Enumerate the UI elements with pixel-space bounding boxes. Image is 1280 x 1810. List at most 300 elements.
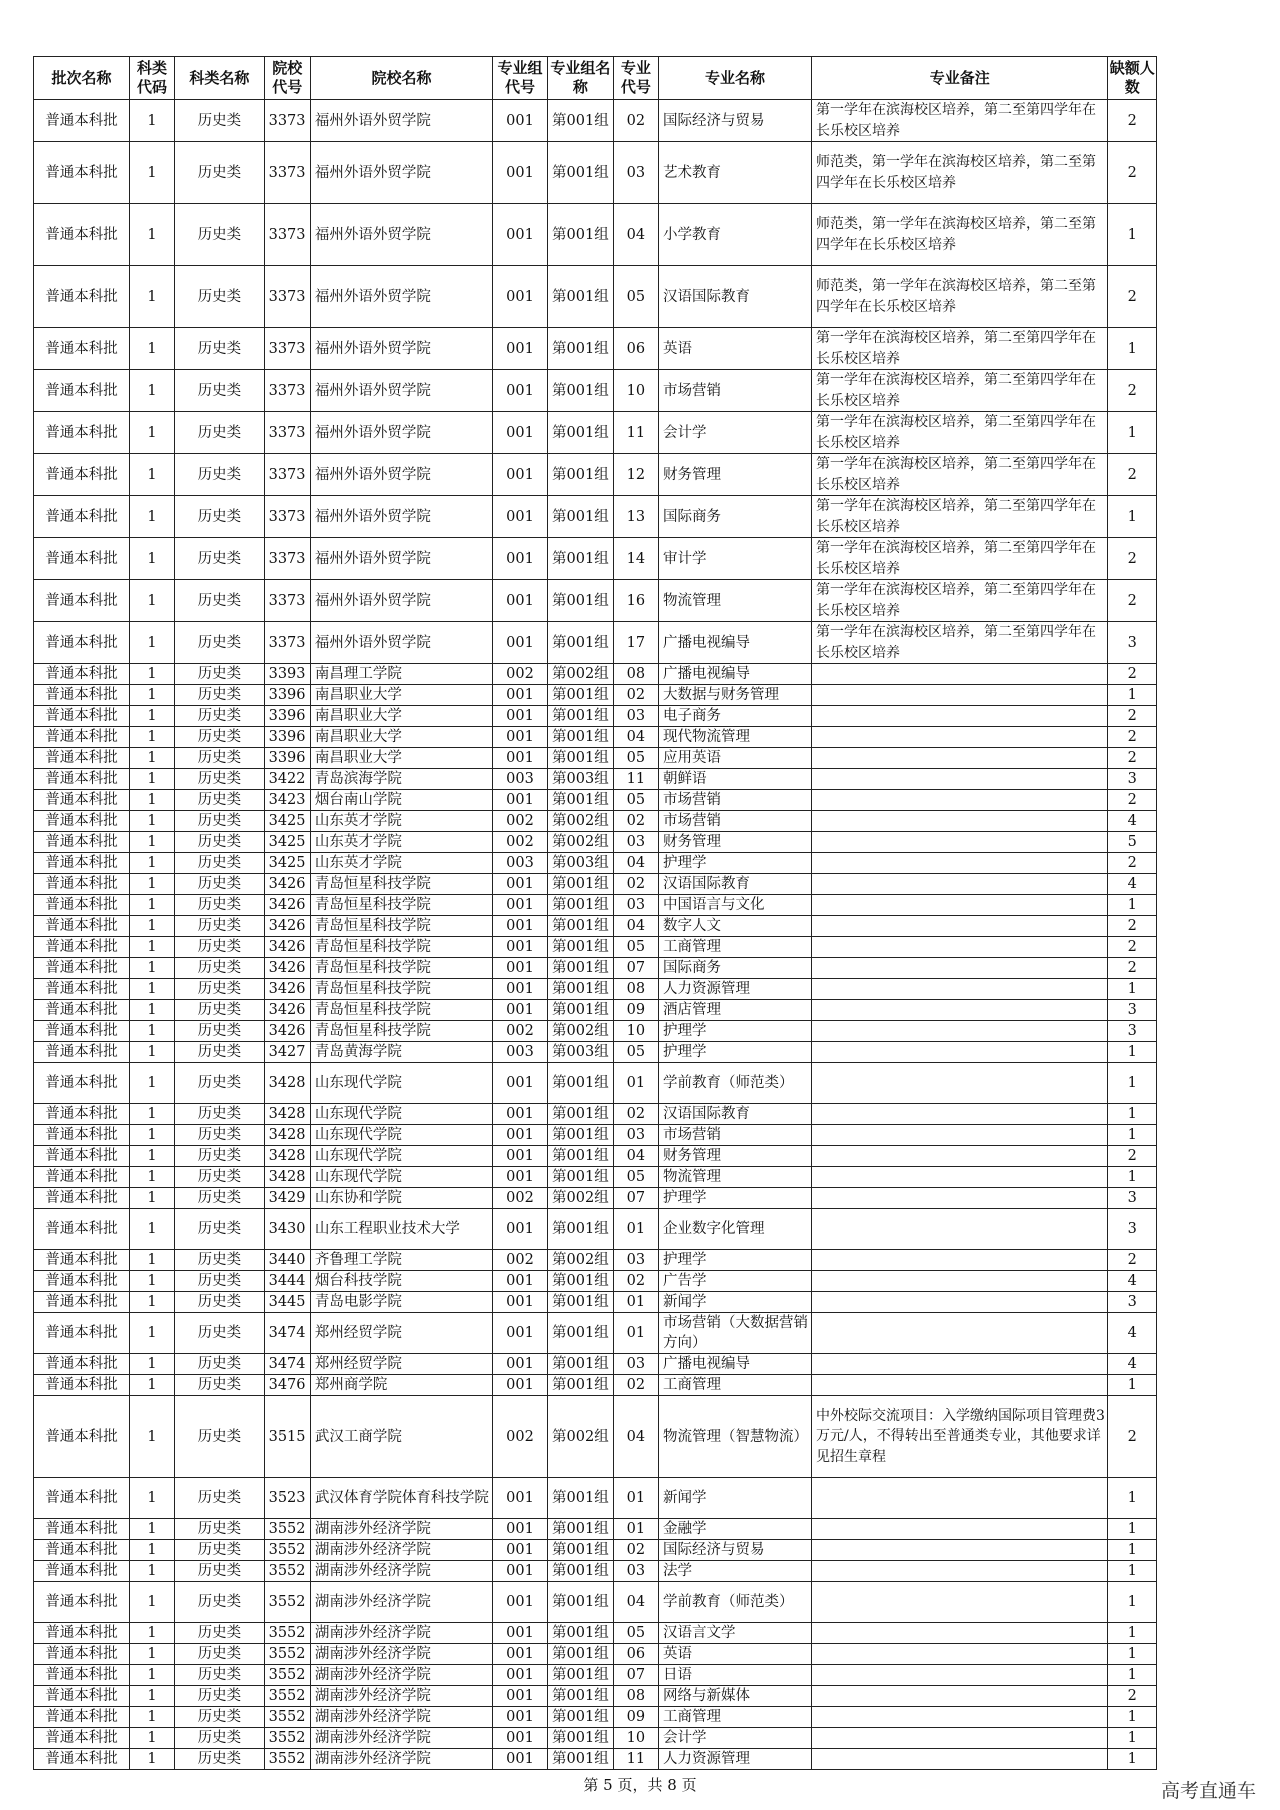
cell-school-code: 3373 [264,204,310,266]
cell-vacancy-count: 2 [1108,538,1157,580]
cell-major-note [812,1063,1108,1104]
cell-school-code: 3373 [264,454,310,496]
cell-group-code: 001 [493,622,548,664]
cell-vacancy-count: 1 [1108,1540,1157,1561]
table-row [34,1313,1157,1354]
cell-school-code: 3426 [264,958,310,979]
cell-school-code: 3428 [264,1167,310,1188]
cell-group-code: 001 [493,727,548,748]
cell-vacancy-count: 1 [1108,1104,1157,1125]
cell-batch: 普通本科批 [34,811,130,832]
cell-major-code: 17 [613,622,658,664]
cell-school-name: 福州外语外贸学院 [310,538,492,580]
cell-vacancy-count: 1 [1108,1665,1157,1686]
cell-major-name: 工商管理 [658,1375,811,1396]
cell-subject-name: 历史类 [175,979,264,1000]
cell-subject-code: 1 [129,1188,174,1209]
cell-school-code: 3373 [264,370,310,412]
cell-major-code: 11 [613,769,658,790]
cell-group-code: 001 [493,1167,548,1188]
cell-group-code: 003 [493,853,548,874]
cell-group-name: 第001组 [548,685,614,706]
cell-subject-name: 历史类 [175,266,264,328]
table-row [34,1167,1157,1188]
cell-school-name: 山东英才学院 [310,832,492,853]
cell-school-name: 山东现代学院 [310,1146,492,1167]
table-row [34,1686,1157,1707]
cell-major-note [812,1686,1108,1707]
cell-vacancy-count: 2 [1108,937,1157,958]
cell-major-note [812,706,1108,727]
cell-major-note: 第一学年在滨海校区培养，第二至第四学年在长乐校区培养 [812,496,1108,538]
cell-major-code: 01 [613,1313,658,1354]
cell-major-name: 护理学 [658,1021,811,1042]
cell-subject-name: 历史类 [175,328,264,370]
table-row [34,328,1157,370]
cell-subject-name: 历史类 [175,1728,264,1749]
cell-school-code: 3396 [264,706,310,727]
cell-major-code: 01 [613,1063,658,1104]
vacancy-table [33,56,1157,1770]
cell-major-note [812,1519,1108,1540]
cell-major-code: 02 [613,1104,658,1125]
cell-major-name: 酒店管理 [658,1000,811,1021]
table-row [34,622,1157,664]
table-row [34,937,1157,958]
cell-group-code: 002 [493,811,548,832]
cell-batch: 普通本科批 [34,1000,130,1021]
cell-school-code: 3422 [264,769,310,790]
cell-group-name: 第001组 [548,727,614,748]
cell-major-name: 应用英语 [658,748,811,769]
cell-subject-code: 1 [129,1728,174,1749]
cell-school-name: 福州外语外贸学院 [310,454,492,496]
cell-school-code: 3427 [264,1042,310,1063]
cell-major-code: 02 [613,1540,658,1561]
cell-vacancy-count: 1 [1108,1375,1157,1396]
table-row [34,1623,1157,1644]
cell-group-name: 第001组 [548,412,614,454]
table-header-row [34,57,1157,100]
cell-subject-name: 历史类 [175,958,264,979]
cell-major-code: 10 [613,1728,658,1749]
cell-group-code: 001 [493,142,548,204]
cell-major-code: 01 [613,1519,658,1540]
cell-school-name: 湖南涉外经济学院 [310,1728,492,1749]
table-row [34,811,1157,832]
cell-school-code: 3552 [264,1686,310,1707]
cell-vacancy-count: 1 [1108,979,1157,1000]
cell-subject-name: 历史类 [175,1042,264,1063]
cell-major-note [812,1021,1108,1042]
cell-subject-code: 1 [129,1540,174,1561]
cell-subject-name: 历史类 [175,580,264,622]
header-vacancy-count: 缺额人数 [1108,57,1157,100]
cell-major-name: 小学教育 [658,204,811,266]
cell-subject-name: 历史类 [175,769,264,790]
cell-subject-name: 历史类 [175,706,264,727]
cell-batch: 普通本科批 [34,748,130,769]
cell-major-code: 04 [613,727,658,748]
cell-group-code: 001 [493,1665,548,1686]
cell-school-code: 3426 [264,1021,310,1042]
cell-group-code: 002 [493,1021,548,1042]
cell-subject-code: 1 [129,1665,174,1686]
table-row [34,853,1157,874]
cell-subject-name: 历史类 [175,1540,264,1561]
cell-school-code: 3426 [264,937,310,958]
cell-major-name: 会计学 [658,1728,811,1749]
cell-group-code: 001 [493,204,548,266]
cell-major-name: 国际经济与贸易 [658,100,811,142]
cell-school-code: 3373 [264,266,310,328]
cell-group-name: 第003组 [548,1042,614,1063]
cell-subject-code: 1 [129,685,174,706]
cell-major-name: 国际经济与贸易 [658,1540,811,1561]
cell-school-name: 福州外语外贸学院 [310,266,492,328]
cell-school-code: 3445 [264,1292,310,1313]
cell-school-code: 3444 [264,1271,310,1292]
cell-group-name: 第001组 [548,748,614,769]
cell-subject-code: 1 [129,1104,174,1125]
cell-group-name: 第001组 [548,1728,614,1749]
cell-batch: 普通本科批 [34,1188,130,1209]
cell-school-name: 烟台南山学院 [310,790,492,811]
cell-vacancy-count: 1 [1108,1623,1157,1644]
cell-school-name: 山东英才学院 [310,811,492,832]
cell-subject-name: 历史类 [175,1313,264,1354]
cell-batch: 普通本科批 [34,832,130,853]
cell-group-code: 002 [493,1396,548,1478]
cell-major-name: 广告学 [658,1271,811,1292]
cell-major-name: 市场营销 [658,790,811,811]
cell-major-code: 03 [613,1250,658,1271]
cell-subject-code: 1 [129,622,174,664]
cell-subject-name: 历史类 [175,454,264,496]
cell-school-code: 3523 [264,1478,310,1519]
cell-subject-code: 1 [129,1707,174,1728]
cell-major-note: 第一学年在滨海校区培养，第二至第四学年在长乐校区培养 [812,538,1108,580]
cell-major-code: 05 [613,790,658,811]
cell-school-name: 南昌职业大学 [310,706,492,727]
cell-major-note [812,1540,1108,1561]
table-row [34,1561,1157,1582]
cell-group-code: 001 [493,1644,548,1665]
table-row [34,790,1157,811]
cell-school-name: 山东现代学院 [310,1167,492,1188]
cell-major-name: 国际商务 [658,958,811,979]
cell-major-code: 09 [613,1000,658,1021]
cell-vacancy-count: 1 [1108,685,1157,706]
cell-group-name: 第001组 [548,1000,614,1021]
cell-batch: 普通本科批 [34,412,130,454]
cell-major-name: 汉语国际教育 [658,266,811,328]
cell-batch: 普通本科批 [34,1375,130,1396]
cell-school-code: 3373 [264,412,310,454]
cell-major-note [812,895,1108,916]
cell-vacancy-count: 1 [1108,895,1157,916]
cell-group-code: 001 [493,1209,548,1250]
cell-major-code: 07 [613,1188,658,1209]
table-row [34,1104,1157,1125]
cell-group-name: 第002组 [548,832,614,853]
cell-major-code: 01 [613,1292,658,1313]
cell-subject-code: 1 [129,1292,174,1313]
cell-subject-code: 1 [129,496,174,538]
page-number: 第 5 页，共 8 页 [583,1776,697,1794]
cell-school-name: 郑州经贸学院 [310,1313,492,1354]
cell-subject-code: 1 [129,370,174,412]
cell-school-name: 山东工程职业技术大学 [310,1209,492,1250]
cell-group-name: 第002组 [548,1396,614,1478]
cell-subject-name: 历史类 [175,1292,264,1313]
cell-batch: 普通本科批 [34,204,130,266]
cell-group-code: 001 [493,412,548,454]
cell-subject-name: 历史类 [175,1188,264,1209]
cell-vacancy-count: 2 [1108,266,1157,328]
cell-subject-name: 历史类 [175,874,264,895]
cell-school-code: 3440 [264,1250,310,1271]
cell-school-name: 湖南涉外经济学院 [310,1582,492,1623]
cell-school-code: 3426 [264,1000,310,1021]
cell-major-note [812,1313,1108,1354]
cell-batch: 普通本科批 [34,1561,130,1582]
cell-vacancy-count: 2 [1108,1250,1157,1271]
cell-major-note [812,1561,1108,1582]
cell-vacancy-count: 4 [1108,1271,1157,1292]
cell-subject-name: 历史类 [175,1582,264,1623]
cell-group-name: 第001组 [548,1665,614,1686]
cell-batch: 普通本科批 [34,1104,130,1125]
cell-vacancy-count: 2 [1108,100,1157,142]
cell-group-name: 第001组 [548,1375,614,1396]
table-row [34,706,1157,727]
cell-group-name: 第001组 [548,706,614,727]
cell-major-code: 14 [613,538,658,580]
cell-group-name: 第002组 [548,664,614,685]
cell-school-code: 3373 [264,538,310,580]
cell-school-name: 青岛恒星科技学院 [310,1021,492,1042]
cell-school-name: 福州外语外贸学院 [310,580,492,622]
cell-major-code: 02 [613,874,658,895]
cell-major-note [812,1292,1108,1313]
cell-group-name: 第001组 [548,1063,614,1104]
cell-group-code: 001 [493,685,548,706]
cell-major-name: 会计学 [658,412,811,454]
cell-major-code: 05 [613,937,658,958]
cell-group-code: 001 [493,1354,548,1375]
cell-major-code: 03 [613,832,658,853]
cell-school-code: 3373 [264,100,310,142]
table-row [34,958,1157,979]
cell-major-name: 市场营销（大数据营销方向） [658,1313,811,1354]
cell-vacancy-count: 4 [1108,811,1157,832]
header-major-name: 专业名称 [658,57,811,100]
table-row [34,1188,1157,1209]
cell-vacancy-count: 5 [1108,832,1157,853]
cell-subject-code: 1 [129,853,174,874]
cell-school-code: 3425 [264,832,310,853]
cell-subject-code: 1 [129,1271,174,1292]
cell-subject-name: 历史类 [175,853,264,874]
cell-major-code: 13 [613,496,658,538]
cell-subject-code: 1 [129,748,174,769]
cell-subject-name: 历史类 [175,1686,264,1707]
cell-batch: 普通本科批 [34,1519,130,1540]
cell-subject-code: 1 [129,1209,174,1250]
cell-group-code: 001 [493,1686,548,1707]
cell-subject-code: 1 [129,1582,174,1623]
cell-major-code: 03 [613,706,658,727]
cell-group-code: 001 [493,790,548,811]
cell-major-code: 05 [613,748,658,769]
cell-school-name: 湖南涉外经济学院 [310,1749,492,1770]
cell-subject-name: 历史类 [175,1644,264,1665]
cell-subject-name: 历史类 [175,370,264,412]
cell-batch: 普通本科批 [34,1623,130,1644]
cell-subject-code: 1 [129,1519,174,1540]
cell-group-code: 001 [493,1146,548,1167]
cell-school-name: 福州外语外贸学院 [310,412,492,454]
cell-major-note [812,1042,1108,1063]
cell-major-name: 汉语国际教育 [658,874,811,895]
cell-school-name: 青岛滨海学院 [310,769,492,790]
cell-major-code: 11 [613,1749,658,1770]
cell-subject-code: 1 [129,1167,174,1188]
cell-batch: 普通本科批 [34,1686,130,1707]
cell-batch: 普通本科批 [34,853,130,874]
cell-batch: 普通本科批 [34,1167,130,1188]
cell-group-name: 第001组 [548,1354,614,1375]
cell-school-code: 3373 [264,496,310,538]
cell-major-code: 02 [613,1271,658,1292]
cell-school-code: 3552 [264,1728,310,1749]
cell-group-code: 001 [493,496,548,538]
cell-subject-code: 1 [129,538,174,580]
cell-major-code: 03 [613,142,658,204]
cell-subject-name: 历史类 [175,412,264,454]
table-row [34,874,1157,895]
cell-group-name: 第001组 [548,1292,614,1313]
cell-major-note: 第一学年在滨海校区培养，第二至第四学年在长乐校区培养 [812,100,1108,142]
cell-major-note [812,727,1108,748]
cell-group-code: 001 [493,1125,548,1146]
cell-major-name: 工商管理 [658,1707,811,1728]
cell-major-note: 第一学年在滨海校区培养，第二至第四学年在长乐校区培养 [812,412,1108,454]
cell-major-name: 国际商务 [658,496,811,538]
cell-vacancy-count: 2 [1108,706,1157,727]
cell-school-code: 3430 [264,1209,310,1250]
cell-group-name: 第001组 [548,204,614,266]
cell-vacancy-count: 2 [1108,916,1157,937]
cell-major-note [812,1644,1108,1665]
cell-group-name: 第001组 [548,1167,614,1188]
cell-batch: 普通本科批 [34,685,130,706]
cell-school-name: 山东英才学院 [310,853,492,874]
cell-major-note [812,790,1108,811]
cell-subject-name: 历史类 [175,895,264,916]
cell-group-name: 第001组 [548,979,614,1000]
cell-subject-code: 1 [129,1396,174,1478]
cell-school-name: 齐鲁理工学院 [310,1250,492,1271]
cell-vacancy-count: 4 [1108,1313,1157,1354]
cell-major-name: 护理学 [658,1042,811,1063]
cell-group-code: 001 [493,895,548,916]
cell-group-name: 第001组 [548,1582,614,1623]
cell-major-name: 工商管理 [658,937,811,958]
cell-school-name: 青岛恒星科技学院 [310,916,492,937]
cell-school-name: 南昌职业大学 [310,685,492,706]
cell-major-note [812,979,1108,1000]
cell-school-name: 湖南涉外经济学院 [310,1707,492,1728]
cell-group-name: 第001组 [548,1209,614,1250]
cell-batch: 普通本科批 [34,1021,130,1042]
cell-subject-code: 1 [129,1000,174,1021]
cell-subject-code: 1 [129,769,174,790]
cell-group-code: 001 [493,1749,548,1770]
cell-major-name: 人力资源管理 [658,1749,811,1770]
cell-major-name: 网络与新媒体 [658,1686,811,1707]
cell-major-code: 01 [613,1209,658,1250]
table-row [34,1063,1157,1104]
cell-group-name: 第001组 [548,937,614,958]
cell-subject-name: 历史类 [175,622,264,664]
cell-major-name: 企业数字化管理 [658,1209,811,1250]
cell-subject-name: 历史类 [175,916,264,937]
cell-major-name: 现代物流管理 [658,727,811,748]
cell-batch: 普通本科批 [34,1313,130,1354]
cell-major-code: 08 [613,1686,658,1707]
cell-group-name: 第002组 [548,1250,614,1271]
cell-group-name: 第003组 [548,853,614,874]
cell-subject-code: 1 [129,204,174,266]
cell-major-name: 学前教育（师范类） [658,1582,811,1623]
cell-major-code: 04 [613,1396,658,1478]
cell-vacancy-count: 2 [1108,580,1157,622]
cell-school-name: 烟台科技学院 [310,1271,492,1292]
cell-major-name: 物流管理（智慧物流） [658,1396,811,1478]
cell-group-name: 第001组 [548,790,614,811]
cell-school-code: 3426 [264,916,310,937]
cell-school-code: 3552 [264,1561,310,1582]
cell-school-code: 3552 [264,1623,310,1644]
cell-major-code: 07 [613,958,658,979]
cell-batch: 普通本科批 [34,790,130,811]
cell-batch: 普通本科批 [34,1063,130,1104]
cell-group-code: 001 [493,1707,548,1728]
cell-group-code: 001 [493,748,548,769]
cell-major-code: 04 [613,1582,658,1623]
cell-major-note [812,1271,1108,1292]
cell-subject-name: 历史类 [175,1396,264,1478]
cell-major-code: 11 [613,412,658,454]
cell-subject-code: 1 [129,1749,174,1770]
cell-subject-code: 1 [129,895,174,916]
cell-group-name: 第002组 [548,811,614,832]
table-row [34,1519,1157,1540]
cell-major-code: 05 [613,266,658,328]
cell-major-code: 16 [613,580,658,622]
cell-major-note [812,1188,1108,1209]
cell-major-note: 第一学年在滨海校区培养，第二至第四学年在长乐校区培养 [812,328,1108,370]
cell-subject-code: 1 [129,811,174,832]
cell-subject-code: 1 [129,874,174,895]
cell-major-code: 06 [613,328,658,370]
cell-group-name: 第001组 [548,1478,614,1519]
cell-school-code: 3552 [264,1665,310,1686]
cell-major-name: 新闻学 [658,1292,811,1313]
cell-major-code: 02 [613,1375,658,1396]
